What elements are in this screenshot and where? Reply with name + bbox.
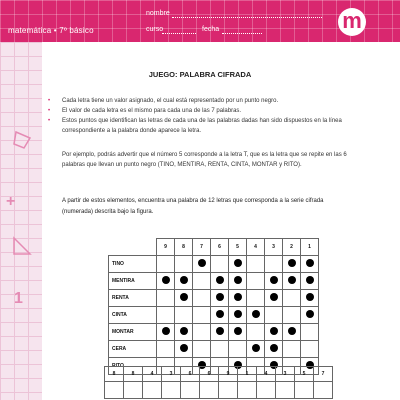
- cipher-column-number: 7: [193, 239, 211, 256]
- answer-letter-box[interactable]: [276, 382, 295, 399]
- dot-marker: [180, 344, 188, 352]
- cipher-cell: [193, 256, 211, 273]
- cipher-cell: [229, 256, 247, 273]
- instruction-text: A partir de estos elementos, encuentra una palabra de 12 letras que corresponda a la serie cifrada (numerada) descrita bajo la figura.: [62, 198, 324, 215]
- cipher-word: RITO: [109, 358, 157, 375]
- cipher-row: [109, 341, 319, 358]
- dot-marker: [162, 276, 170, 284]
- cipher-cell: [301, 324, 319, 341]
- cipher-cell: [265, 324, 283, 341]
- answer-number: 9: [219, 367, 238, 382]
- cipher-row: [109, 256, 319, 273]
- cipher-cell: [247, 307, 265, 324]
- cipher-column-number: 1: [301, 239, 319, 256]
- rule-item: • Cada letra tiene un valor asignado, el cual está representado por un punto negro.: [52, 96, 352, 106]
- cipher-cell: [265, 307, 283, 324]
- dot-marker: [252, 310, 260, 318]
- cipher-cell: [157, 341, 175, 358]
- dot-marker: [306, 259, 314, 267]
- number-icon: 1: [14, 290, 23, 307]
- cipher-cell: [211, 256, 229, 273]
- cipher-column-number: 5: [229, 239, 247, 256]
- plus-icon: +: [6, 193, 16, 210]
- cipher-cell: [283, 324, 301, 341]
- cipher-cell: [229, 324, 247, 341]
- dot-marker: [216, 293, 224, 301]
- cipher-cell: [193, 290, 211, 307]
- answer-number: 3: [162, 367, 181, 382]
- cipher-cell: [247, 256, 265, 273]
- cipher-cell: [193, 341, 211, 358]
- cipher-cell: [193, 324, 211, 341]
- answer-number: 4: [257, 367, 276, 382]
- cipher-cell: [247, 324, 265, 341]
- dot-marker: [306, 293, 314, 301]
- cipher-cell: [301, 341, 319, 358]
- answer-letter-box[interactable]: [238, 382, 257, 399]
- dot-marker: [288, 259, 296, 267]
- cipher-column-number: 6: [211, 239, 229, 256]
- cipher-cell: [157, 273, 175, 290]
- cipher-row: [109, 290, 319, 307]
- cipher-cell: [229, 290, 247, 307]
- cipher-cell: [229, 307, 247, 324]
- cipher-column-number: 8: [175, 239, 193, 256]
- cipher-cell: [247, 341, 265, 358]
- cipher-cell: [265, 273, 283, 290]
- cipher-word: MENTIRA: [109, 273, 157, 290]
- cipher-word: RENTA: [109, 290, 157, 307]
- cipher-cell: [175, 290, 193, 307]
- cipher-cell: [229, 341, 247, 358]
- dot-marker: [234, 293, 242, 301]
- answer-number: 8: [124, 367, 143, 382]
- cipher-cell: [211, 307, 229, 324]
- cipher-cell: [301, 307, 319, 324]
- answer-number-row: [105, 367, 333, 382]
- rule-item: • El valor de cada letra es el mismo para cada una de las 7 palabras.: [52, 106, 352, 116]
- answer-letter-box[interactable]: [257, 382, 276, 399]
- cipher-cell: [283, 290, 301, 307]
- cipher-column-number: 2: [283, 239, 301, 256]
- cipher-word: CERA: [109, 341, 157, 358]
- name-field[interactable]: [172, 17, 322, 18]
- cipher-cell: [265, 290, 283, 307]
- geometry-shape-icon: [12, 130, 32, 150]
- cipher-column-number: 9: [157, 239, 175, 256]
- rules-list: [52, 96, 352, 136]
- cipher-cell: [193, 273, 211, 290]
- answer-number: 3: [276, 367, 295, 382]
- dot-marker: [270, 293, 278, 301]
- dot-marker: [216, 310, 224, 318]
- cipher-cell: [301, 256, 319, 273]
- answer-number: 1: [238, 367, 257, 382]
- cipher-table: [108, 238, 319, 375]
- answer-letter-box[interactable]: [200, 382, 219, 399]
- cipher-cell: [247, 273, 265, 290]
- dot-marker: [234, 310, 242, 318]
- dot-marker: [180, 293, 188, 301]
- subject-label: matemática • 7º básico: [8, 26, 94, 35]
- answer-number: 8: [105, 367, 124, 382]
- cipher-cell: [283, 341, 301, 358]
- cipher-column-number: 4: [247, 239, 265, 256]
- example-text: Por ejemplo, podrás advertir que el número 5 corresponde a la letra T, que es la letra que se repite en las 6 palabras que llevan un punto negro (TINO, MENTIRA, RENTA, CINTA, MONTAR y RITO).: [62, 152, 347, 168]
- cipher-cell: [211, 290, 229, 307]
- dot-marker: [234, 327, 242, 335]
- answer-number: 5: [295, 367, 314, 382]
- cipher-cell: [175, 341, 193, 358]
- cipher-cell: [175, 256, 193, 273]
- cipher-cell: [211, 341, 229, 358]
- dot-marker: [234, 259, 242, 267]
- cipher-row: [109, 273, 319, 290]
- cipher-cell: [283, 256, 301, 273]
- cipher-corner: [109, 239, 157, 256]
- cipher-cell: [157, 290, 175, 307]
- cipher-row: [109, 307, 319, 324]
- cipher-header-row: [109, 239, 319, 256]
- cipher-cell: [229, 273, 247, 290]
- dot-marker: [180, 276, 188, 284]
- dot-marker: [216, 327, 224, 335]
- cipher-cell: [301, 290, 319, 307]
- cipher-cell: [265, 341, 283, 358]
- answer-number: 6: [200, 367, 219, 382]
- answer-letter-box[interactable]: [162, 382, 181, 399]
- answer-letter-box[interactable]: [105, 382, 124, 399]
- cipher-cell: [193, 307, 211, 324]
- cipher-cell: [247, 290, 265, 307]
- date-label: fecha: [202, 26, 220, 33]
- answer-number: 4: [143, 367, 162, 382]
- dot-marker: [270, 276, 278, 284]
- dot-marker: [270, 344, 278, 352]
- cipher-cell: [157, 324, 175, 341]
- cipher-row: [109, 324, 319, 341]
- cipher-cell: [265, 256, 283, 273]
- cipher-word: CINTA: [109, 307, 157, 324]
- date-field[interactable]: [222, 33, 262, 34]
- rule-item: • Estos puntos que identifican las letras de cada una de las palabras dadas han sido dispuestos en la línea correspondiente a la palabra donde aparece la letra.: [52, 116, 352, 136]
- cipher-cell: [157, 307, 175, 324]
- dot-marker: [252, 344, 260, 352]
- dot-marker: [270, 327, 278, 335]
- cipher-column-number: 3: [265, 239, 283, 256]
- answer-letter-box[interactable]: [314, 382, 333, 399]
- brand-logo: m: [338, 8, 366, 36]
- dot-marker: [216, 276, 224, 284]
- answer-input-row: [105, 382, 333, 399]
- answer-table: [104, 366, 333, 399]
- page-title: JUEGO: PALABRA CIFRADA: [148, 70, 252, 79]
- answer-letter-box[interactable]: [143, 382, 162, 399]
- dot-marker: [306, 276, 314, 284]
- dot-marker: [306, 310, 314, 318]
- cipher-cell: [301, 273, 319, 290]
- cipher-cell: [211, 273, 229, 290]
- dot-marker: [198, 259, 206, 267]
- cipher-cell: [175, 307, 193, 324]
- course-label: curso: [146, 26, 164, 33]
- cipher-cell: [175, 273, 193, 290]
- answer-number: 6: [181, 367, 200, 382]
- answer-letter-box[interactable]: [295, 382, 314, 399]
- dot-marker: [162, 327, 170, 335]
- dot-marker: [288, 276, 296, 284]
- cipher-cell: [175, 324, 193, 341]
- answer-letter-box[interactable]: [181, 382, 200, 399]
- cipher-cell: [283, 307, 301, 324]
- dot-marker: [288, 327, 296, 335]
- name-label: nombre: [146, 10, 170, 17]
- cipher-cell: [157, 256, 175, 273]
- cipher-word: TINO: [109, 256, 157, 273]
- cipher-cell: [211, 324, 229, 341]
- answer-letter-box[interactable]: [124, 382, 143, 399]
- cipher-cell: [283, 273, 301, 290]
- dot-marker: [234, 276, 242, 284]
- dot-marker: [180, 327, 188, 335]
- answer-number: 7: [314, 367, 333, 382]
- answer-letter-box[interactable]: [219, 382, 238, 399]
- triangle-ruler-icon: [12, 236, 32, 256]
- cipher-word: MONTAR: [109, 324, 157, 341]
- course-field[interactable]: [162, 33, 196, 34]
